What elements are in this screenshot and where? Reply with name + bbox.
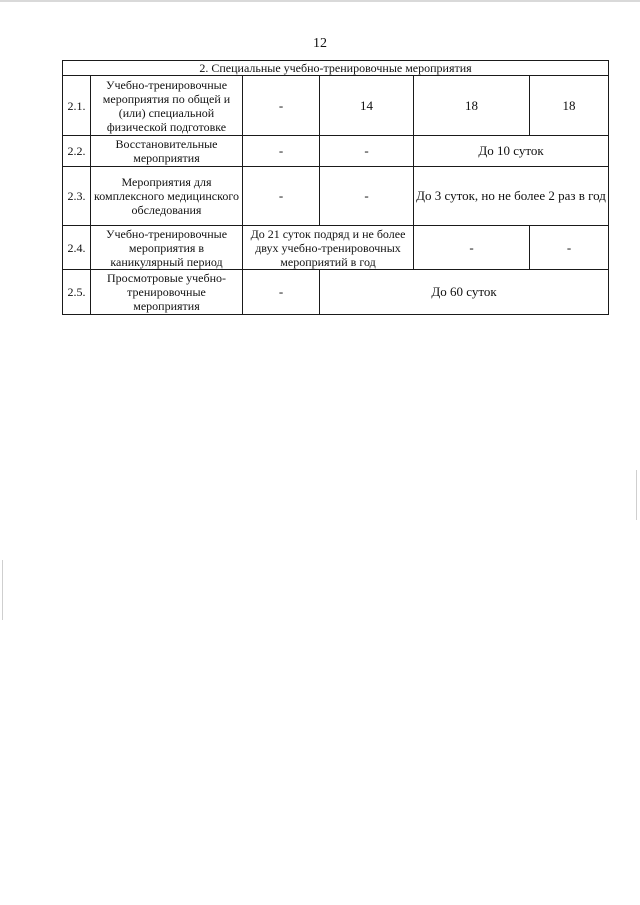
table-cell: - <box>243 136 320 167</box>
table-cell: - <box>243 76 320 136</box>
top-border-line <box>0 0 640 2</box>
table-row <box>63 76 609 136</box>
activity-name: Просмотровые учебно-тренировочные мероприятия <box>91 270 243 315</box>
table-row <box>63 136 609 167</box>
table-cell-merged: До 60 суток <box>320 270 609 315</box>
table-cell-merged: До 3 суток, но не более 2 раз в год <box>414 167 609 226</box>
table-cell: - <box>414 226 530 270</box>
table-cell: 18 <box>414 76 530 136</box>
row-number: 2.1. <box>63 76 91 136</box>
table-row <box>63 167 609 226</box>
table-cell-merged: До 21 суток подряд и не более двух учебно-тренировочных мероприятий в год <box>243 226 414 270</box>
section-header-row <box>63 61 609 76</box>
section-header: 2. Специальные учебно-тренировочные мероприятия <box>63 61 609 76</box>
activity-name: Восстановительные мероприятия <box>91 136 243 167</box>
table-cell: - <box>243 270 320 315</box>
page-number: 12 <box>313 36 327 51</box>
row-number: 2.2. <box>63 136 91 167</box>
table-row <box>63 270 609 315</box>
table-cell: - <box>243 167 320 226</box>
table-cell: 18 <box>530 76 609 136</box>
activity-name: Учебно-тренировочные мероприятия по общей и (или) специальной физической подготовке <box>91 76 243 136</box>
table-cell: - <box>320 167 414 226</box>
row-number: 2.4. <box>63 226 91 270</box>
activities-table <box>62 60 609 315</box>
activity-name: Учебно-тренировочные мероприятия в каникулярный период <box>91 226 243 270</box>
scan-margin-mark <box>636 470 637 520</box>
table-row <box>63 226 609 270</box>
table-cell: - <box>320 136 414 167</box>
table-cell: 14 <box>320 76 414 136</box>
row-number: 2.3. <box>63 167 91 226</box>
table-cell-merged: До 10 суток <box>414 136 609 167</box>
table-cell: - <box>530 226 609 270</box>
row-number: 2.5. <box>63 270 91 315</box>
activity-name: Мероприятия для комплексного медицинского обследования <box>91 167 243 226</box>
scan-margin-mark <box>2 560 3 620</box>
